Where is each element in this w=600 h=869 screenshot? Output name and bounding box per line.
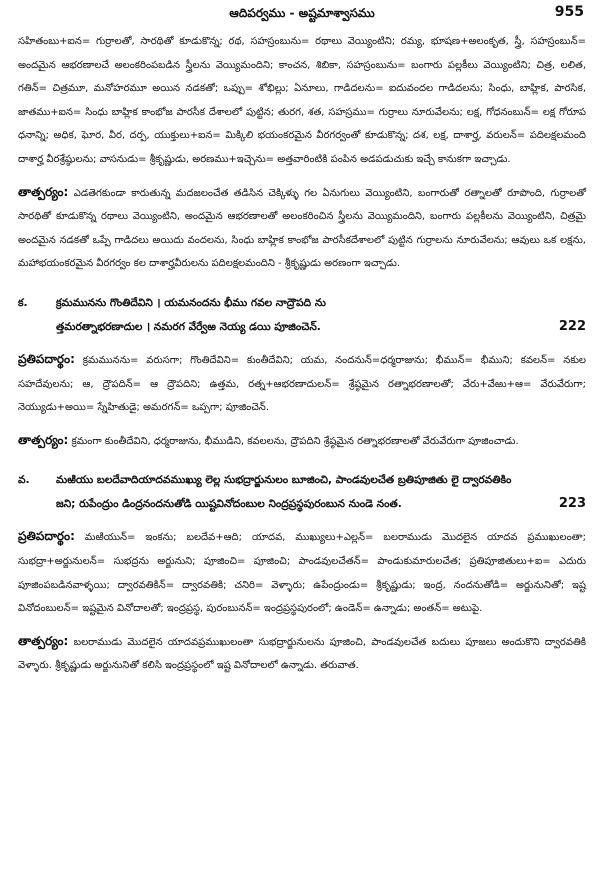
- pratipadartham-text: మఱియున్= ఇంకను; బలదేవ+ఆది; యాదవ, ముఖ్యులు+ఎల్లన్= బలరాముడు మొదలైన యాదవ ప్రముఖులంతా; సుభద్రా+అర్జునులన్= సుభద్రను అర్జునుని; పూజించి= పూజించి; పాండవులచేతన్= పాండుకుమారులచేత; ప్రతిపూజితులు+ఐ= ఎదురు పూజింపబడినవాళ్ళయి; ద్వారవతికిన్= ద్వారవతికి; చనిరి= వెళ్ళారు; ఉపేంద్రుండు= శ్రీకృష్ణుడు; ఇంద్ర, నందనుతోడి= అర్జునునితో; ఇష్ట వినోదంబులన్= ఇష్టమైన వినోదాలతో; ఇంద్రప్రస్థ, పురంబునన్= ఇంద్రప్రస్థపురంలో; ఉండెన్= ఉన్నాడు; అంతన్= అటుపై.: [18, 532, 586, 615]
- verse-marker: క.: [18, 296, 28, 309]
- pratipadartham-paragraph-2: [18, 525, 586, 620]
- verse-223: [18, 468, 586, 516]
- tatparyam-label: తాత్పర్యం:: [18, 633, 69, 648]
- verse-number: 223: [558, 496, 586, 512]
- verse-number: 222: [558, 318, 586, 334]
- tatparyam-text: బలరాముడు మొదలైన యాదవప్రముఖులంతా సుభద్రార్జునులను పూజించి, పాండవులచేత బదులు పూజలు అందుకొని ద్వారవతికి వెళ్ళారు. శ్రీకృష్ణుడు అర్జునునితో కలిసి ఇంద్రప్రస్థంలో ఇష్ట వినోదాలలో ఉన్నాడు. తరువాత.: [18, 636, 586, 672]
- pratipadartham-paragraph-1: [18, 348, 586, 420]
- tatparyam-paragraph-2: [18, 429, 586, 454]
- pratipadartham-label: ప్రతిపదార్థం:: [18, 529, 75, 544]
- verse-line-2: త్తమరత్నాభరణాదుల । నమరగ వేర్వేఱ నెయ్య డయి పూజించెన్.: [56, 320, 321, 333]
- pratipadartham-label: ప్రతిపదార్థం:: [18, 351, 75, 366]
- verse-line-1: మఱియు బలదేవాదియాదవముఖ్యు లెల్ల సుభద్రార్జునులం బూజించి, పాండవులచేత బ్రతిపూజితు లై ద్వారవతికిం: [56, 474, 512, 487]
- verse-line-1: క్రమమునను గొంతిదేవిని । యమనందను భీము గవల నాద్రౌపది ను: [56, 296, 326, 309]
- tatparyam-label: తాత్పర్యం:: [18, 184, 69, 199]
- verse-marker: వ.: [18, 474, 30, 487]
- tatparyam-text: ఎడతెగకుండా కారుతున్న మదజలంచేత తడిసిన చెక్కిళ్ళు గల ఏనుగులు వెయ్యింటిని, బంగారుతో రత్నాలతో రూపొంది, గుర్రాలతో సారథితో కూడుకొన్న రథాలు వెయ్యింటిని, అందమైన ఆభరణాలతో అలంకరించిన స్త్రీలను వెయ్యిమందిని, బంగారు పల్లకీలను వెయ్యింటిని, చిత్రమై అందమైన నడకతో ఒప్పే గాడిదలు అయిదు వందలను, సింధు బాహ్లిక కాంభోజ పారసీకదేశాలలో పుట్టిన గుర్రాలను నూరువేలను; ఆవులు ఒక లక్షను, మహాభయంకరమైన వీరగర్వం కల దాశార్హవీరులను పదిలక్షలమందిని - శ్రీకృష్ణుడు అరణంగా ఇచ్చాడు.: [18, 187, 586, 270]
- tatparyam-paragraph-3: [18, 630, 586, 678]
- verse-line-2: జని; రుపేంద్రుం డింద్రనందనుతోడి యిష్టవినోదంబుల నింద్రప్రస్థపురంబున నుండె నంత.: [56, 498, 402, 511]
- running-head: ఆదిపర్వము - అష్టమాశ్వాసము: [229, 6, 375, 20]
- page-header: [18, 0, 586, 30]
- tatparyam-paragraph-1: [18, 181, 586, 276]
- tatparyam-text: క్రమంగా కుంతీదేవిని, ధర్మరాజును, భీముడిని, కవలలను, ద్రౌపదిని శ్రేష్ఠమైన రత్నాభరణాలతో వేరువేరుగా పూజించాడు.: [71, 435, 519, 447]
- verse-222: [18, 291, 586, 339]
- continued-paragraph: సహితంబు+ఐన= గుర్రాలతో, సారథితో కూడుకొన్న; రథ, సహస్రంబును= రథాలు వెయ్యింటిని; రమ్య, భూషణ+అలంకృత, స్త్రీ, సహస్రంబున్= అందమైన ఆభరణాలచే అలంకరింపబడిన స్త్రీలను వెయ్యిమందిని; కాంచన, శిబికా, సహస్రంబును= బంగారు పల్లకీలు వెయ్యింటిని; చిత్ర, లలిత, గతిన్= చిత్రమూ, మనోహరమూ అయిన నడకతో; ఒప్పు= శోభిల్లు; ఏనూలు, గాడిదలను= ఐదువందల గాడిదలను; సింధు, బాహ్లిక, పారసిక, జాతము+ఐన= సింధు బాహ్లిక కాంభోజ పారసీక దేశాలలో పుట్టిన; తురగ, శత, సహస్రము= గుర్రాలు నూరువేలను; లక్ష, గోధనంబున్= లక్ష గోరూప ధనాన్ని; అధిక, ఘోర, వీర, దర్ప, యుక్తులు+ఐన= మిక్కిలి భయంకరమైన వీరగర్వంతో కూడుకొన్న; దశ, లక్ష, దాశార్హ, వరులన్= పదిలక్షలమంది దాశార్హ వీరశ్రేష్ఠులను; వాసనుడు= శ్రీకృష్ణుడు, అరణము+ఇచ్చెను= అత్తవారింటికి పంపిన అడపడుచుకు ఇచ్చే కానుకగా ఇచ్చాడు.: [18, 36, 586, 165]
- page-number: 955: [554, 4, 584, 20]
- pratipadartham-text: క్రమమునను= వరుసగా; గొంతిదేవిని= కుంతీదేవిని; యమ, నందనున్=ధర్మరాజును; భీమున్= భీముని; కవలన్= నకుల సహదేవులను; ఆ, ద్రౌపదిన్= ఆ ద్రౌపదిని; ఉత్తమ, రత్న+ఆభరణాదులన్= శ్రేష్ఠమైన రత్నాభరణాలతో; వేరు+వేఱు+ఆ= వేరువేరుగా; నెయ్యుడు+అయి= స్నేహితుడై; అమరగన్= ఒప్పగా; పూజించెన్.: [18, 354, 586, 414]
- tatparyam-label: తాత్పర్యం:: [18, 432, 69, 447]
